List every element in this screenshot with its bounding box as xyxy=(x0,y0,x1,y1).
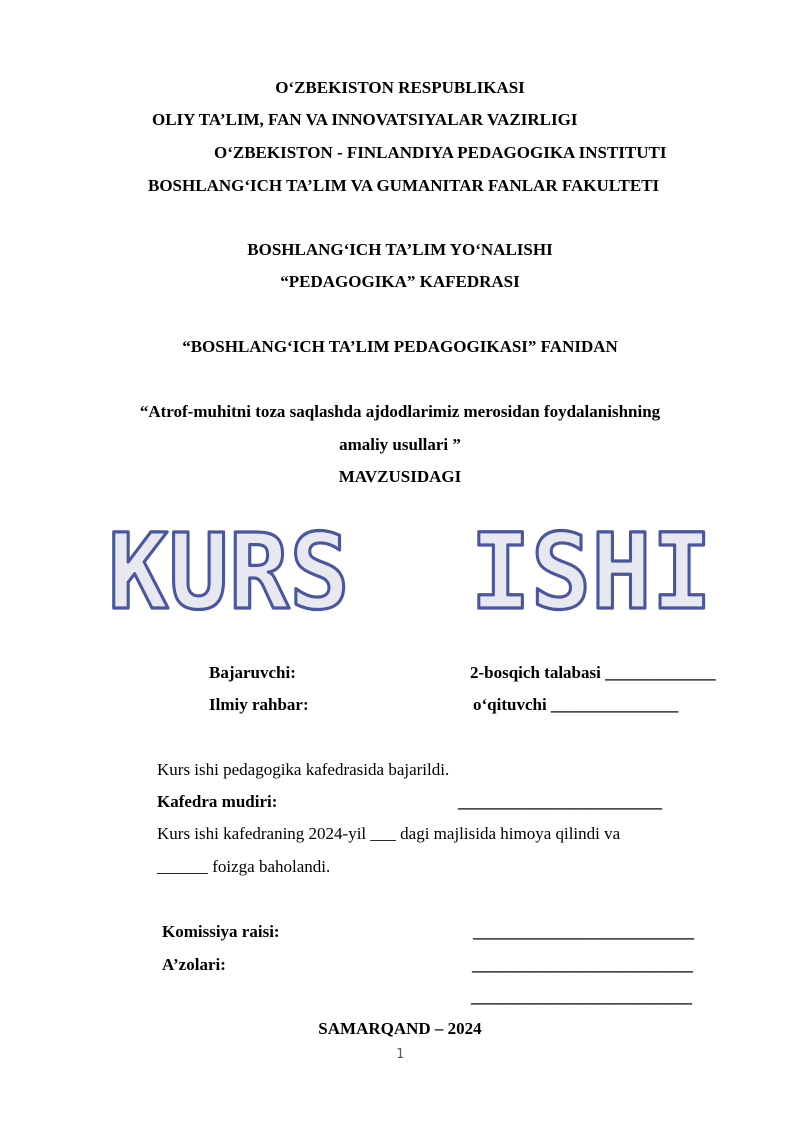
executor-label: Bajaruvchi: xyxy=(209,663,296,682)
direction-title: BOSHLANG‘ICH TA’LIM YO‘NALISHI xyxy=(247,240,553,259)
commission-members-label: A’zolari: xyxy=(162,955,226,974)
commission-chair-label: Komissiya raisi: xyxy=(162,922,280,941)
commission-chair-blank: __________________________ xyxy=(473,922,694,941)
kurs-ishi-text: KURS ISHI xyxy=(108,524,712,624)
republic-title: O‘ZBEKISTON RESPUBLIKASI xyxy=(275,78,525,97)
department-head-label: Kafedra mudiri: xyxy=(157,792,278,811)
faculty-title: BOSHLANG‘ICH TA’LIM VA GUMANITAR FANLAR FAKULTETI xyxy=(148,176,660,195)
subject-title: “BOSHLANG‘ICH TA’LIM PEDAGOGIKASI” FANIDAN xyxy=(182,337,618,356)
department-head-blank: ________________________ xyxy=(458,792,662,811)
page-number: 1 xyxy=(396,1047,404,1062)
institute-title: O‘ZBEKISTON - FINLANDIYA PEDAGOGIKA INSTITUTI xyxy=(214,143,667,162)
city-year: SAMARQAND – 2024 xyxy=(318,1019,482,1038)
kurs-ishi-title xyxy=(100,524,720,624)
executor-value: 2-bosqich talabasi _____________ xyxy=(470,663,716,682)
approval-line-3: Kurs ishi kafedraning 2024-yil ___ dagi majlisida himoya qilindi va xyxy=(157,824,621,843)
approval-line-1: Kurs ishi pedagogika kafedrasida bajarildi. xyxy=(157,760,450,779)
commission-members-blank-2: __________________________ xyxy=(471,987,692,1006)
topic-line-1: “Atrof-muhitni toza saqlashda ajdodlarimiz merosidan foydalanishning xyxy=(139,402,661,421)
topic-line-2: amaliy usullari ” xyxy=(339,435,461,454)
topic-line-3: MAVZUSIDAGI xyxy=(338,467,462,486)
ministry-title: OLIY TA’LIM, FAN VA INNOVATSIYALAR VAZIRLIGI xyxy=(152,110,578,129)
advisor-value: o‘qituvchi _______________ xyxy=(473,695,679,714)
advisor-label: Ilmiy rahbar: xyxy=(209,695,309,714)
commission-members-blank-1: __________________________ xyxy=(472,955,693,974)
approval-line-4: ______ foizga baholandi. xyxy=(157,857,331,876)
department-title: “PEDAGOGIKA” KAFEDRASI xyxy=(280,272,520,291)
